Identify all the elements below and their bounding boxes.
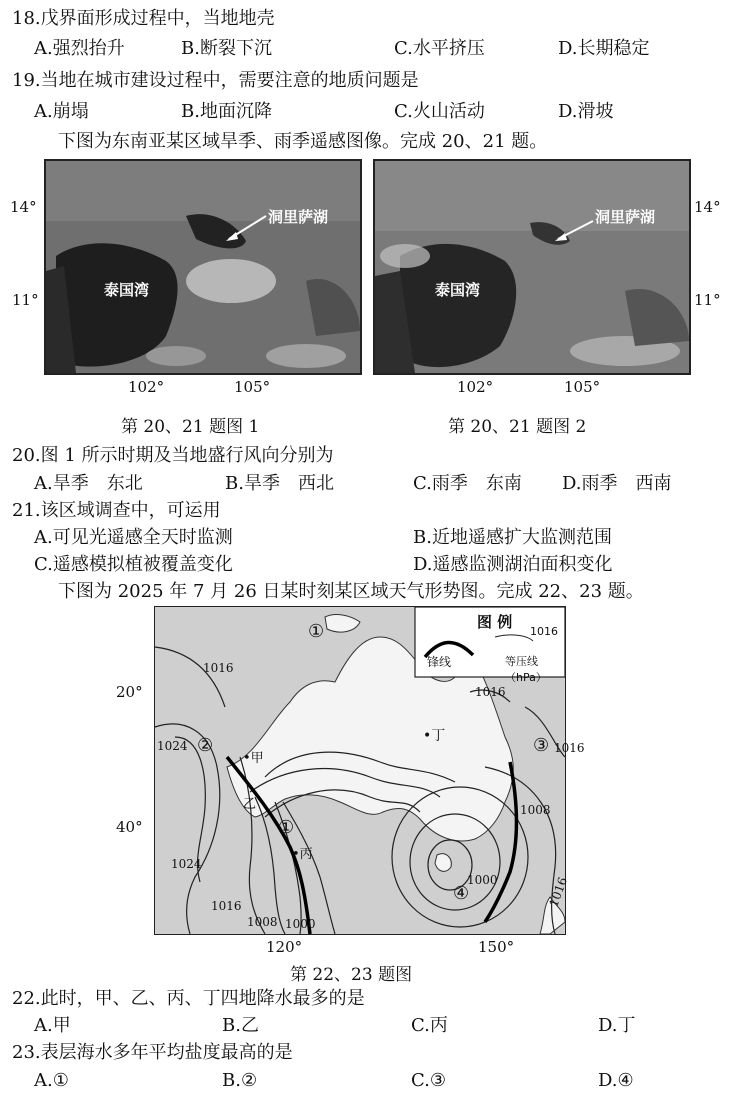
lat-11-left: 11° xyxy=(12,291,39,309)
isobar-label-10: 1000 xyxy=(467,873,498,887)
place-bing: •丙 xyxy=(292,847,313,862)
isobar-label-11: 1016 xyxy=(546,875,571,909)
q23-option-c: C.③ xyxy=(411,1070,446,1091)
lon-150: 150° xyxy=(478,938,515,956)
q21-stem: 21.该区域调查中，可运用 xyxy=(12,500,221,521)
satellite-texture-2 xyxy=(375,161,689,373)
isobar-label-8: 1008 xyxy=(247,915,278,929)
q22-option-a: A.甲 xyxy=(34,1015,71,1036)
lon-102-right: 102° xyxy=(457,378,494,396)
weather-map-caption: 第 22、23 题图 xyxy=(290,965,413,985)
isobar-label-7: 1016 xyxy=(211,899,242,913)
legend-title: 图 例 xyxy=(477,613,513,631)
lon-120: 120° xyxy=(266,938,303,956)
lake-label-1: 洞里萨湖 xyxy=(268,208,329,226)
remote-sensing-image-2 xyxy=(373,159,691,375)
q20-option-c: C.雨季 东南 xyxy=(413,473,522,494)
place-ding: •丁 xyxy=(423,728,446,744)
weather-map xyxy=(154,606,585,935)
q23-stem: 23.表层海水多年平均盐度最高的是 xyxy=(12,1042,293,1063)
weather-map-drawing xyxy=(155,607,565,934)
place-ding-label: 丁 xyxy=(431,728,446,744)
place-yi-label: 乙 xyxy=(243,797,257,812)
circled-1-top: ① xyxy=(308,621,325,642)
isobar-label-5: 1008 xyxy=(520,803,551,817)
legend-isobar-label: 等压线（hPa） xyxy=(505,655,547,684)
q20-option-a: A.旱季 东北 xyxy=(34,473,143,494)
q20-stem: 20.图 1 所示时期及当地盛行风向分别为 xyxy=(12,445,334,466)
isobar-label-4: 1016 xyxy=(554,741,585,755)
place-bing-label: 丙 xyxy=(299,847,313,862)
figure-caption-1: 第 20、21 题图 1 xyxy=(121,417,260,437)
remote-sensing-image-1 xyxy=(44,159,362,375)
intro-20-21: 下图为东南亚某区域旱季、雨季遥感图像。完成 20、21 题。 xyxy=(58,131,548,152)
q22-option-b: B.乙 xyxy=(222,1015,259,1036)
circled-3: ③ xyxy=(533,735,550,756)
lat-40: 40° xyxy=(116,818,143,836)
q21-option-b: B.近地遥感扩大监测范围 xyxy=(413,527,612,548)
circled-4: ④ xyxy=(453,883,470,904)
gulf-label-2: 泰国湾 xyxy=(435,281,481,299)
lon-105-left: 105° xyxy=(234,378,271,396)
lake-label-2: 洞里萨湖 xyxy=(595,208,656,226)
figure-caption-2: 第 20、21 题图 2 xyxy=(448,417,587,437)
q20-option-d: D.雨季 西南 xyxy=(562,473,672,494)
q22-stem: 22.此时，甲、乙、丙、丁四地降水最多的是 xyxy=(12,988,365,1009)
isobar-label-2: 1016 xyxy=(475,685,506,699)
place-jia-label: 甲 xyxy=(250,751,264,766)
q19-option-b: B.地面沉降 xyxy=(181,101,272,122)
q19-option-c: C.火山活动 xyxy=(394,101,485,122)
isobar-label-3: 1024 xyxy=(157,739,188,753)
q21-option-c: C.遥感模拟植被覆盖变化 xyxy=(34,554,233,575)
gulf-label-1: 泰国湾 xyxy=(104,281,150,299)
q18-stem: 18.戊界面形成过程中，当地地壳 xyxy=(12,8,275,29)
isobar-label-1: 1016 xyxy=(203,661,234,675)
lat-14-right: 14° xyxy=(694,198,721,216)
legend-front-label: 锋线 xyxy=(427,655,452,669)
lat-20: 20° xyxy=(116,683,143,701)
isobar-label-9: 1000 xyxy=(285,917,316,931)
q19-option-d: D.滑坡 xyxy=(558,101,614,122)
q23-option-d: D.④ xyxy=(598,1070,634,1091)
satellite-texture-1 xyxy=(46,161,360,373)
q19-stem: 19.当地在城市建设过程中，需要注意的地质问题是 xyxy=(12,70,419,91)
q22-option-d: D.丁 xyxy=(598,1015,636,1036)
circled-1-south: ① xyxy=(278,817,295,838)
q21-option-d: D.遥感监测湖泊面积变化 xyxy=(413,554,613,575)
lon-102-left: 102° xyxy=(128,378,165,396)
q18-option-d: D.长期稳定 xyxy=(558,38,650,59)
q23-option-b: B.② xyxy=(222,1070,258,1091)
circled-2: ② xyxy=(197,735,214,756)
q19-option-a: A.崩塌 xyxy=(34,101,89,122)
q20-option-b: B.旱季 西北 xyxy=(225,473,334,494)
q22-option-c: C.丙 xyxy=(411,1015,448,1036)
q21-option-a: A.可见光遥感全天时监测 xyxy=(34,527,233,548)
legend-isobar-value: 1016 xyxy=(530,625,558,638)
q18-option-c: C.水平挤压 xyxy=(394,38,485,59)
q18-option-a: A.强烈抬升 xyxy=(34,38,125,59)
q23-option-a: A.① xyxy=(34,1070,69,1091)
lat-14-left: 14° xyxy=(10,198,37,216)
lon-105-right: 105° xyxy=(564,378,601,396)
isobar-label-6: 1024 xyxy=(171,857,202,871)
lat-11-right: 11° xyxy=(694,291,721,309)
q18-option-b: B.断裂下沉 xyxy=(181,38,272,59)
place-jia: •甲 xyxy=(243,751,264,766)
intro-22-23: 下图为 2025 年 7 月 26 日某时刻某区域天气形势图。完成 22、23 题。 xyxy=(58,581,644,602)
